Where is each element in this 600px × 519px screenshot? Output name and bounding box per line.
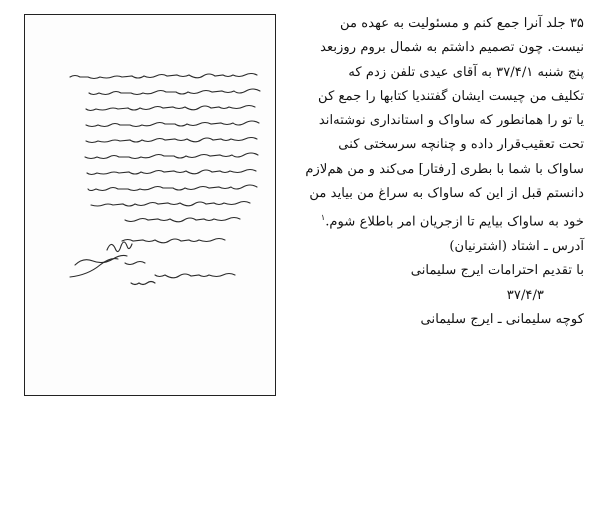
transcription-line: ۳۵ جلد آنرا جمع کنم و مسئولیت به عهده من [339, 16, 584, 31]
transcription-line-last [282, 206, 584, 235]
handwritten-letter-scan [24, 14, 276, 396]
transcription-text [282, 12, 584, 332]
closing-line: با تقدیم احترامات ایرج سلیمانی [410, 263, 584, 279]
transcription-line: دانستم قبل از این که ساواک به سراغ من بیاید من [309, 186, 584, 202]
date-line: ۳۷/۴/۳ [506, 287, 544, 303]
transcription-line: پنج شنبه ۳۷/۴/۱ به آقای عیدی تلفن زدم که [348, 64, 584, 80]
address-line: آدرس ـ اشتاد (اشترنیان) [449, 239, 584, 255]
signature-line: کوچه سلیمانی ـ ایرج سلیمانی [420, 311, 584, 327]
transcription-line: یا تو را همانطور که ساواک و استانداری نوشته‌اند [318, 113, 584, 129]
transcription-line: نیست. چون تصمیم داشتم به شمال بروم روزبعد [320, 40, 584, 56]
transcription-line: خود به ساواک بیایم تا ازجریان امر باطلاع شوم. [325, 214, 584, 230]
handwriting-image [25, 15, 275, 395]
transcription-line: ساواک با شما با بطری [رفتار] می‌کند و من هم‌لازم [305, 161, 584, 177]
footnote-mark: ۱ [320, 213, 326, 223]
transcription-line: تکلیف من چیست ایشان گفتندیا کتابها را جمع کن [318, 88, 584, 104]
transcription-line: تحت تعقیب‌قرار داده و چنانچه سرسختی کنی [338, 137, 584, 153]
